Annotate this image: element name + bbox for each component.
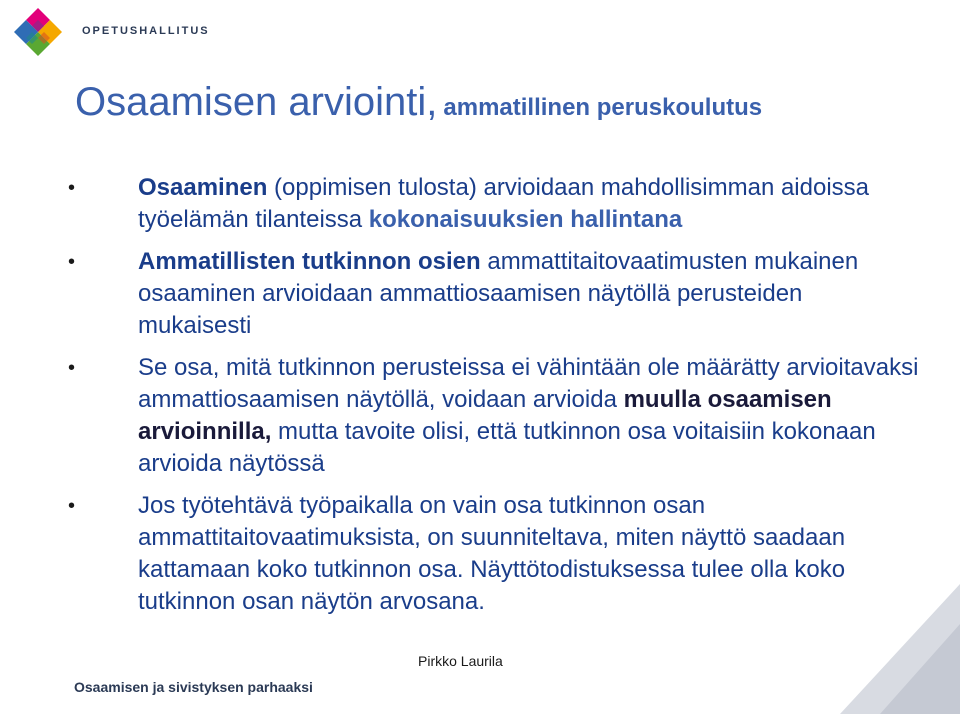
title-subtitle: ammatillinen peruskoulutus	[443, 94, 763, 121]
org-name: OPETUSHALLITUS	[82, 25, 210, 37]
text-segment: muulla osaamisen arvioinnilla,	[138, 386, 832, 445]
footer-slogan: Osaamisen ja sivistyksen parhaaksi	[74, 679, 313, 695]
list-item	[60, 352, 920, 480]
bullet-list	[60, 172, 920, 628]
bullet-icon: •	[68, 495, 76, 517]
text-segment: (oppimisen tulosta) arvioidaan mahdollisimman aidoissa työelämän tilanteissa	[138, 174, 870, 233]
text-segment: ammattitaitovaatimusten mukainen osaaminen arvioidaan ammattiosaamisen näytöllä perusteiden mukaisesti	[138, 248, 859, 339]
text-segment: mutta tavoite olisi, että tutkinnon osa voitaisiin kokonaan arvioida näytössä	[138, 418, 876, 477]
author-name: Pirkko Laurila	[418, 653, 503, 669]
page-title	[75, 80, 762, 125]
text-segment: Osaaminen	[138, 174, 268, 201]
text-segment: Ammatillisten tutkinnon osien	[138, 248, 481, 275]
title-main: Osaamisen arviointi,	[75, 80, 438, 124]
text-segment: Se osa, mitä tutkinnon perusteissa ei vähintään ole määrätty arvioitavaksi ammattiosaamisen näytöllä, voidaan arvioida	[138, 354, 919, 413]
bullet-icon: •	[68, 357, 76, 379]
bullet-icon: •	[68, 251, 76, 273]
opetushallitus-logo-icon	[12, 6, 64, 58]
text-segment: Jos työtehtävä työpaikalla on vain osa tutkinnon osan ammattitaitovaatimuksista, on suunniteltava, miten näyttö saadaan kattamaan koko tutkinnon osa. Näyttötodistuksessa tulee olla koko tutkinnon osan näytön arvosana.	[138, 492, 846, 615]
bullet-icon: •	[68, 177, 76, 199]
corner-decoration-icon	[780, 564, 960, 714]
list-item	[60, 172, 920, 236]
list-item	[60, 246, 920, 342]
text-segment: kokonaisuuksien hallintana	[368, 206, 683, 233]
